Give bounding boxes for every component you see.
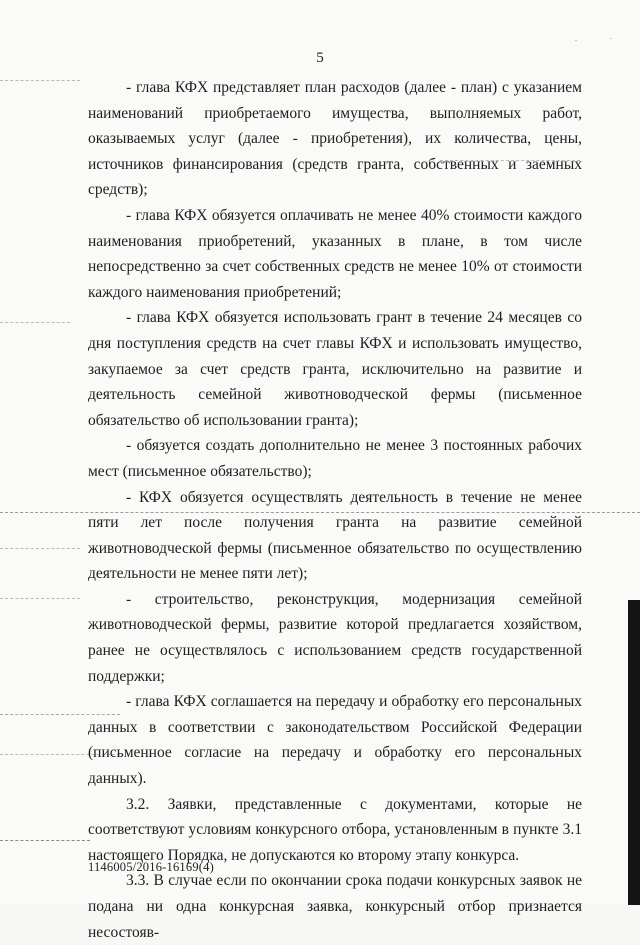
paragraph: - глава КФХ обязуется оплачивать не менее 40% стоимости каждого наименования приобретений, указанных в плане, в том числе непосредственно за счет собственных средств не менее 10% от стоимости каждого наименования приобретений; bbox=[88, 206, 582, 301]
paragraph: - строительство, реконструкция, модернизация семейной животноводческой фермы, развитие которой предлагается хозяйством, ранее не осуществлялось с использованием средств государственной поддержки; bbox=[88, 590, 582, 685]
scan-artifact bbox=[0, 598, 80, 599]
scan-artifact bbox=[575, 40, 577, 41]
scan-artifact bbox=[0, 840, 90, 841]
scan-edge-shadow bbox=[628, 600, 640, 905]
paragraph: - КФХ обязуется осуществлять деятельность в течение не менее пяти лет после получения гранта на развитие семейной животноводческой фермы (письменное обязательство по осуществлению деятельности не менее пяти лет); bbox=[88, 488, 582, 583]
scan-artifact bbox=[610, 38, 612, 39]
paragraph: - обязуется создать дополнительно не менее 3 постоянных рабочих мест (письменное обязательство); bbox=[88, 437, 582, 480]
scan-artifact bbox=[0, 80, 80, 81]
scan-artifact bbox=[0, 322, 70, 323]
paragraph: - глава КФХ соглашается на передачу и обработку его персональных данных в соответствии с законодательством Российской Федерации (письменное согласие на передачу и обработку его персональных данных). bbox=[88, 693, 582, 788]
body-text bbox=[88, 75, 582, 945]
page-number: 5 bbox=[316, 50, 324, 66]
document-id: 1146005/2016-16169(4) bbox=[88, 860, 214, 874]
scan-artifact bbox=[0, 548, 80, 549]
paragraph: 3.3. В случае если по окончании срока подачи конкурсных заявок не подана ни одна конкурсная заявка, конкурсный отбор признается несостояв- bbox=[88, 872, 582, 941]
paragraph: - глава КФХ обязуется использовать грант в течение 24 месяцев со дня поступления средств на счет главы КФХ и использовать имущество, закупаемое за счет средств гранта, исключительно на развитие и деятельность семейной животноводческой фермы (письменное обязательство об использовании гранта); bbox=[88, 309, 582, 429]
paragraph: - глава КФХ представляет план расходов (далее - план) с указанием наименований приобретаемого имущества, выполняемых работ, оказываемых услуг (далее - приобретения), их количества, цены, источников финансирования (средств гранта, собственных и заемных средств); bbox=[88, 79, 582, 199]
paragraph: 3.2. Заявки, представленные с документами, которые не соответствуют условиям конкурсного отбора, установленным в пункте 3.1 настоящего Порядка, не допускаются ко второму этапу конкурса. bbox=[88, 795, 582, 864]
